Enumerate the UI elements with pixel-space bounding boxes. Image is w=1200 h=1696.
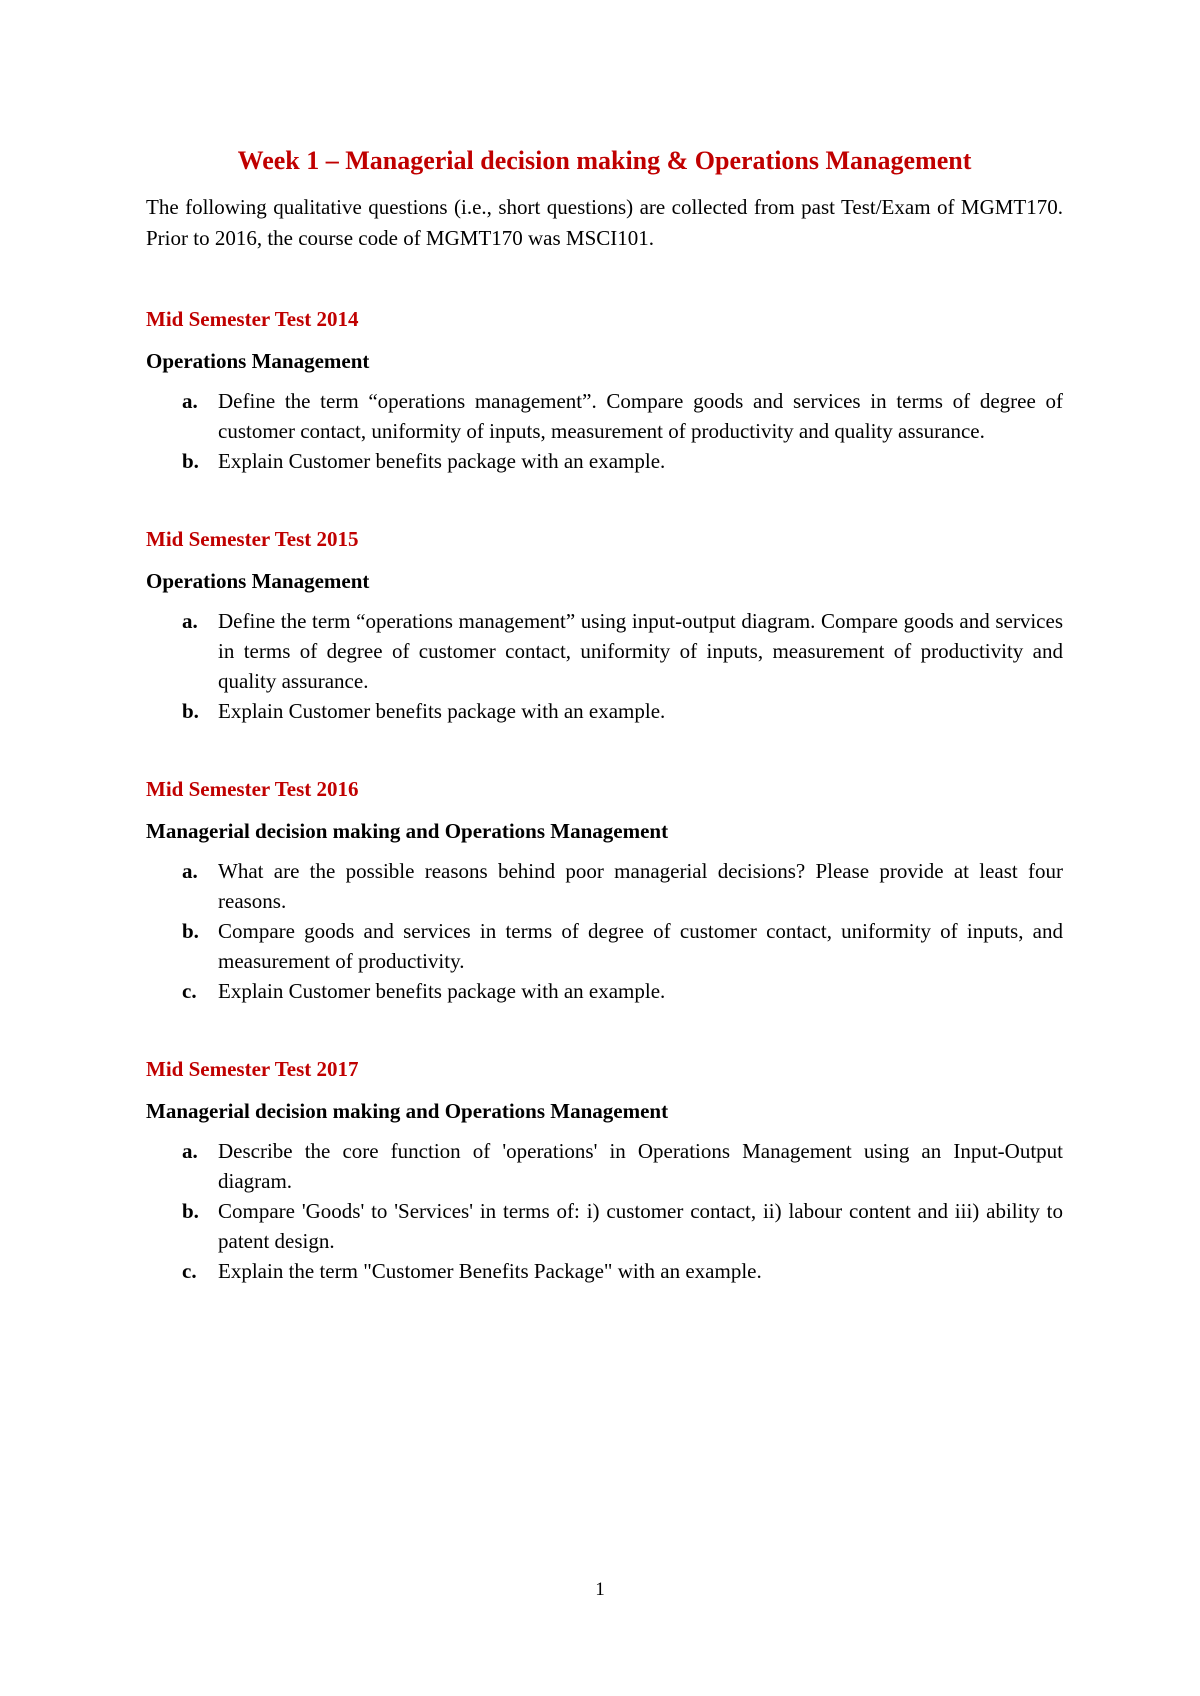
section-2014 [146, 304, 1063, 476]
question-text: Explain Customer benefits package with an example. [218, 449, 666, 473]
question-item [146, 386, 1063, 446]
question-letter: a. [182, 389, 198, 413]
question-letter: a. [182, 1139, 198, 1163]
question-letter: a. [182, 609, 198, 633]
section-2015 [146, 524, 1063, 726]
question-letter: c. [182, 1259, 197, 1283]
page-title: Week 1 – Managerial decision making & Operations Management [237, 146, 972, 175]
section-heading: Mid Semester Test 2014 [146, 307, 359, 331]
question-list [146, 856, 1063, 1006]
page-content [146, 144, 1063, 1286]
section-heading: Mid Semester Test 2015 [146, 527, 359, 551]
question-list [146, 606, 1063, 726]
question-text: Compare goods and services in terms of degree of customer contact, uniformity of inputs, and measurement of productivity. [218, 919, 1063, 973]
question-item [146, 1196, 1063, 1256]
question-item [146, 1256, 1063, 1286]
question-text: Define the term “operations management”. Compare goods and services in terms of degree of customer contact, uniformity of inputs, measurement of productivity and quality assurance. [218, 389, 1063, 443]
question-text: Compare 'Goods' to 'Services' in terms of: i) customer contact, ii) labour content and iii) ability to patent design. [218, 1199, 1063, 1253]
question-letter: c. [182, 979, 197, 1003]
section-subheading: Managerial decision making and Operations Management [146, 1099, 669, 1123]
question-item [146, 1136, 1063, 1196]
question-letter: a. [182, 859, 198, 883]
question-item [146, 696, 1063, 726]
question-letter: b. [182, 449, 199, 473]
question-letter: b. [182, 1199, 199, 1223]
intro-paragraph: The following qualitative questions (i.e., short questions) are collected from past Test/Exam of MGMT170. Prior to 2016, the course code of MGMT170 was MSCI101. [146, 195, 1063, 250]
section-subheading: Operations Management [146, 349, 370, 373]
question-text: What are the possible reasons behind poor managerial decisions? Please provide at least four reasons. [218, 859, 1063, 913]
question-text: Explain Customer benefits package with an example. [218, 979, 666, 1003]
section-2017 [146, 1054, 1063, 1286]
question-text: Describe the core function of 'operations' in Operations Management using an Input-Output diagram. [218, 1139, 1063, 1193]
question-list [146, 1136, 1063, 1286]
question-text: Define the term “operations management” using input-output diagram. Compare goods and services in terms of degree of customer contact, uniformity of inputs, measurement of productivity and quality assurance. [218, 609, 1063, 693]
section-subheading: Operations Management [146, 569, 370, 593]
question-item [146, 856, 1063, 916]
question-item [146, 446, 1063, 476]
question-item [146, 606, 1063, 696]
section-2016 [146, 774, 1063, 1006]
question-text: Explain the term "Customer Benefits Package" with an example. [218, 1259, 762, 1283]
section-heading: Mid Semester Test 2017 [146, 1057, 359, 1081]
section-heading: Mid Semester Test 2016 [146, 777, 359, 801]
question-letter: b. [182, 699, 199, 723]
question-list [146, 386, 1063, 476]
question-text: Explain Customer benefits package with an example. [218, 699, 666, 723]
question-item [146, 916, 1063, 976]
question-letter: b. [182, 919, 199, 943]
section-subheading: Managerial decision making and Operations Management [146, 819, 669, 843]
page-number: 1 [595, 1579, 605, 1600]
question-item [146, 976, 1063, 1006]
